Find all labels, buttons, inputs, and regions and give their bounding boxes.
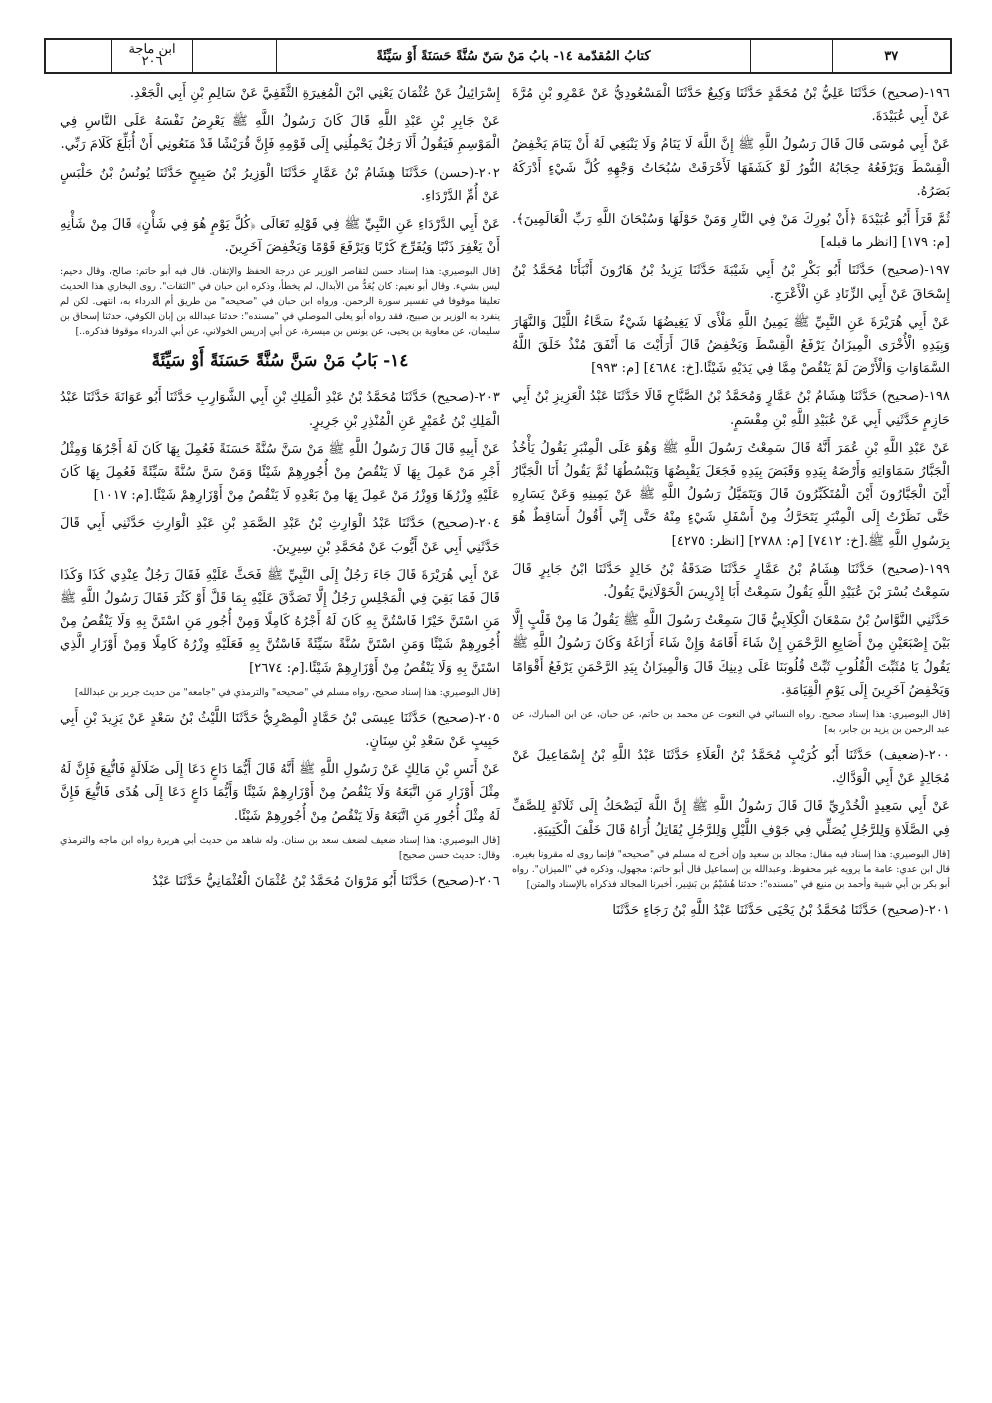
page-number: ٣٧ [884,48,899,64]
header-blank-cell [193,40,277,72]
hadith-paragraph: ٢٠٢-(حسن) حَدَّثَنَا هِشَامُ بْنُ عَمَّارٍ حَدَّثَنَا الْوَزِيرُ بْنُ صَبِيحٍ حَدَّثَنَا يُونُسُ بْنُ حَلْبَسٍ عَنْ أُمِّ الدَّرْدَاءِ. [60,165,500,204]
book-reference [112,40,194,72]
hadith-paragraph: إِسْرَائِيلُ عَنْ عُثْمَانَ يَعْنِي ابْنَ الْمُغِيرَةِ الثَّقَفِيَّ عَنْ سَالِمِ بْنِ أَبِي الْجَعْدِ. [129,86,500,101]
page-header [44,38,952,74]
footnote: [قال البوصيري: هذا إسناد حسن لتقاصر الوزير عن درجة الحفظ والإتقان. قال فيه أبو حاتم: صالح، وقال دحيم: ليس بشيء. وقال أبو نعيم: كان يُعَدُّ من الأبدال، لم يخطأ، وذكره ابن حبان في "الثقات". روى البخاري هذا الحديث تعليقا موقوفا في تفسير سورة الرحمن. ورواه ابن حبان في "صحيحه" من طريق أم الدرداء به، انتهى. لكن لم ينفرد به الوزير بن صبيح، فقد رواه أبو يعلى الموصلي في "مسنده": حدثنا عبدالله بن إبان الكوفي، حدثنا إسحاق بن سليمان، عن معاوية بن يحيى، عن يونس بن ميسرة، عن أبي إدريس الخولاني، عن أبي الدرداء موقوفا فذكره..] [60,266,500,338]
hadith-paragraph: حَدَّثَنِي النَّوَّاسُ بْنُ سَمْعَانَ الْكِلَابِيُّ قَالَ سَمِعْتُ رَسُولَ اللَّهِ ﷺ يَقُولُ مَا مِنْ قَلْبٍ إِلَّا بَيْنَ إِصْبَعَيْنِ مِنْ أَصَابِعِ الرَّحْمَنِ إِنْ شَاءَ أَقَامَهُ وَإِنْ شَاءَ أَزَاغَهُ وَكَانَ رَسُولُ اللَّهِ ﷺ يَقُولُ يَا مُثَبِّتَ الْقُلُوبِ ثَبِّتْ قُلُوبَنَا عَلَى دِينِكَ قَالَ وَالْمِيزَانُ بِيَدِ الرَّحْمَنِ يَرْفَعُ أَقْوَامًا وَيَخْفِضُ آخَرِينَ إِلَى يَوْمِ الْقِيَامَةِ. [512,613,950,698]
footnote: [قال البوصيري: هذا إسناد صحيح، رواه مسلم في "صحيحه" والترمذي في "جامعه" من حديث جرير بن عبدالله] [74,686,500,698]
header-blank-cell [46,40,112,72]
hadith-paragraph: عَنْ أَبِي الدَّرْدَاءِ عَنِ النَّبِيِّ ﷺ فِي قَوْلِهِ تَعَالَى ﴿كُلَّ يَوْمٍ هُوَ فِي شَأْنٍ﴾ قَالَ مِنْ شَأْنِهِ أَنْ يَغْفِرَ ذَنْبًا وَيُفَرِّجَ كَرْبًا وَيَرْفَعَ قَوْمًا وَيَخْفِضَ آخَرِينَ. [60,217,500,256]
hadith-paragraph: ٢٠٣-(صحيح) حَدَّثَنَا مُحَمَّدُ بْنُ عَبْدِ الْمَلِكِ بْنِ أَبِي الشَّوَارِبِ حَدَّثَنَا أَبُو عَوَانَةَ حَدَّثَنَا عَبْدُ الْمَلِكِ بْنُ عُمَيْرٍ عَنِ الْمُنْذِرِ بْنِ جَرِيرٍ. [60,390,500,429]
hadith-paragraph: ٢٠١-(صحيح) حَدَّثَنَا مُحَمَّدُ بْنُ يَحْيَى حَدَّثَنَا عَبْدُ اللَّهِ بْنُ رَجَاءٍ حَدَّثَنَا [612,902,950,918]
hadith-paragraph: ٢٠٠-(ضعيف) حَدَّثَنَا أَبُو كُرَيْبٍ مُحَمَّدُ بْنُ الْعَلَاءِ حَدَّثَنَا عَبْدُ اللَّهِ بْنُ إِسْمَاعِيلَ عَنْ مُجَالِدٍ عَنْ أَبِي الْوَدَّاكِ. [512,748,950,787]
hadith-paragraph: عَنْ أَبِيهِ قَالَ قَالَ رَسُولُ اللَّهِ ﷺ مَنْ سَنَّ سُنَّةً حَسَنَةً فَعُمِلَ بِهَا كَانَ لَهُ أَجْرُهَا وَمِثْلُ أَجْرِ مَنْ عَمِلَ بِهَا لَا يَنْقُصُ مِنْ أُجُورِهِمْ شَيْئًا وَمَنْ سَنَّ سُنَّةً سَيِّئَةً فَعُمِلَ بِهَا كَانَ عَلَيْهِ وِزْرُهَا وَوِزْرُ مَنْ عَمِلَ بِهَا مِنْ بَعْدِهِ لَا يَنْقُصُ مِنْ أَوْزَارِهِمْ شَيْئًا.[م: ١٠١٧] [60,441,500,504]
hadith-paragraph: عَنْ أَبِي هُرَيْرَةَ عَنِ النَّبِيِّ ﷺ يَمِينُ اللَّهِ مَلْأَى لَا يَغِيضُهَا شَيْءٌ سَحَّاءُ اللَّيْلَ وَالنَّهَارَ وَبِيَدِهِ الْأُخْرَى الْمِيزَانُ يَرْفَعُ الْقِسْطَ وَيَخْفِضُ قَالَ أَرَأَيْتَ مَا أَنْفَقَ مُنْذُ خَلَقَ اللَّهُ السَّمَاوَاتِ وَالْأَرْضَ لَمْ يَنْقُصْ مِمَّا فِي يَدَيْهِ شَيْئًا.[خ: ٤٦٨٤] [م: ٩٩٣] [512,314,950,377]
running-title: كتابُ المُقدّمة ١٤- بابُ مَنْ سَنّ سُنَّةً حَسَنَةً أَوْ سَيِّئَةً [277,40,751,72]
right-column [512,82,950,927]
hadith-paragraph: ١٩٦-(صحيح) حَدَّثَنَا عَلِيُّ بْنُ مُحَمَّدٍ حَدَّثَنَا وَكِيعٌ حَدَّثَنَا الْمَسْعُودِيُّ عَنْ عَمْرِو بْنِ مُرَّةَ عَنْ أَبِي عُبَيْدَةَ. [512,86,950,125]
footnote: [قال البوصيري: هذا إسناد ضعيف لضعف سعد بن سنان. وله شاهد من حديث أبي هريرة رواه ابن ماجه والترمذي وقال: حديث حسن صحيح] [60,834,500,861]
footnote: [قال البوصيري: هذا إسناد فيه مقال: مجالد بن سعيد وإن أخرج له مسلم في "صحيحه" فإنما روى له مقرونا بغيره. قال ابن عدي: عامة ما يرويه غير محفوظ. وعبدالله بن إسماعيل قال أبو حاتم: مجهول، وذكره في "الميزان". رواه أبو بكر بن أبي شيبة وأحمد بن منيع في "مسنده": حدثنا هُشَيْمُ بن بَشِير، أخبرنا المجالد فذكراه بالإسناد والمتن] [512,848,950,890]
book-ref-label: ابن ماجة [128,42,176,57]
hadith-paragraph: عَنْ أَنَسِ بْنِ مَالِكٍ عَنْ رَسُولِ اللَّهِ ﷺ أَنَّهُ قَالَ أَيُّمَا دَاعٍ دَعَا إِلَى ضَلَالَةٍ فَاتُّبِعَ فَإِنَّ لَهُ مِثْلَ أَوْزَارِ مَنِ اتَّبَعَهُ وَلَا يَنْقُصُ مِنْ أَوْزَارِهِمْ شَيْئًا وَأَيُّمَا دَاعٍ دَعَا إِلَى هُدًى فَاتُّبِعَ فَإِنَّ لَهُ مِثْلَ أُجُورِ مَنِ اتَّبَعَهُ وَلَا يَنْقُصُ مِنْ أُجُورِهِمْ شَيْئًا. [60,762,500,824]
chapter-heading: ١٤- بَابُ مَنْ سَنَّ سُنَّةً حَسَنَةً أَوْ سَيِّئَةً [151,351,409,372]
hadith-paragraph: ٢٠٦-(صحيح) حَدَّثَنَا أَبُو مَرْوَانَ مُحَمَّدُ بْنُ عُثْمَانَ الْعُثْمَانِيُّ حَدَّثَنَا عَبْدُ [152,873,500,889]
hadith-paragraph: عَنْ أَبِي سَعِيدٍ الْخُدْرِيِّ قَالَ قَالَ رَسُولُ اللَّهِ ﷺ إِنَّ اللَّهَ لَيَضْحَكُ إِلَى ثَلَاثَةٍ لِلصَّفِّ فِي الصَّلَاةِ وَلِلرَّجُلِ يُصَلِّي فِي جَوْفِ اللَّيْلِ وَلِلرَّجُلِ يُقَاتِلُ أُرَاهُ قَالَ خَلْفَ الْكَتِيبَةِ. [512,799,950,838]
hadith-paragraph: ١٩٩-(صحيح) حَدَّثَنَا هِشَامُ بْنُ عَمَّارٍ حَدَّثَنَا صَدَقَةُ بْنُ خَالِدٍ حَدَّثَنَا ابْنُ جَابِرٍ قَالَ سَمِعْتُ بُسْرَ بْنَ عُبَيْدِ اللَّهِ يَقُولُ سَمِعْتُ أَبَا إِدْرِيسَ الْخَوْلَانِيَّ يَقُولُ. [512,561,950,601]
left-column [60,82,500,898]
header-blank-cell [751,40,833,72]
hadith-paragraph: ٢٠٤-(صحيح) حَدَّثَنَا عَبْدُ الْوَارِثِ بْنُ عَبْدِ الصَّمَدِ بْنِ عَبْدِ الْوَارِثِ حَدَّثَنِي أَبِي قَالَ حَدَّثَنِي أَبِي عَنْ أَيُّوبَ عَنْ مُحَمَّدِ بْنِ سِيرِينَ. [60,516,500,555]
hadith-paragraph: ١٩٨-(صحيح) حَدَّثَنَا هِشَامُ بْنُ عَمَّارٍ وَمُحَمَّدُ بْنُ الصَّبَّاحِ قَالَا حَدَّثَنَا عَبْدُ الْعَزِيزِ بْنُ أَبِي حَازِمٍ حَدَّثَنِي أَبِي عَنْ عُبَيْدِ اللَّهِ بْنِ مِقْسَمٍ. [512,389,950,428]
hadith-paragraph: ١٩٧-(صحيح) حَدَّثَنَا أَبُو بَكْرِ بْنُ أَبِي شَيْبَةَ حَدَّثَنَا يَزِيدُ بْنُ هَارُونَ أَنْبَأَنَا مُحَمَّدُ بْنُ إِسْحَاقَ عَنْ أَبِي الزِّنَادِ عَنِ الْأَعْرَجِ. [512,263,950,302]
hadith-paragraph: عَنْ أَبِي هُرَيْرَةَ قَالَ جَاءَ رَجُلٌ إِلَى النَّبِيِّ ﷺ فَحَثَّ عَلَيْهِ فَقَالَ رَجُلٌ عِنْدِي كَذَا وَكَذَا قَالَ فَمَا بَقِيَ فِي الْمَجْلِسِ رَجُلٌ إِلَّا تَصَدَّقَ عَلَيْهِ بِمَا قَلَّ أَوْ كَثُرَ فَقَالَ رَسُولُ اللَّهِ ﷺ مَنِ اسْتَنَّ خَيْرًا فَاسْتُنَّ بِهِ كَانَ لَهُ أَجْرُهُ كَامِلًا وَمِنْ أُجُورِ مَنِ اسْتَنَّ بِهِ وَلَا يَنْقُصُ مِنْ أُجُورِهِمْ شَيْئًا وَمَنِ اسْتَنَّ سُنَّةً سَيِّئَةً فَاسْتُنَّ بِهِ فَعَلَيْهِ وِزْرُهُ كَامِلًا وَمِنْ أَوْزَارِ الَّذِي اسْتَنَّ بِهِ وَلَا يَنْقُصُ مِنْ أَوْزَارِهِمْ شَيْئًا.[م: ٢٦٧٤] [60,567,500,676]
hadith-paragraph: عَنْ جَابِرِ بْنِ عَبْدِ اللَّهِ قَالَ كَانَ رَسُولُ اللَّهِ ﷺ يَعْرِضُ نَفْسَهُ عَلَى النَّاسِ فِي الْمَوْسِمِ فَيَقُولُ أَلَا رَجُلٌ يَحْمِلُنِي إِلَى قَوْمِهِ فَإِنَّ قُرَيْشًا قَدْ مَنَعُونِي أَنْ أُبَلِّغَ كَلَامَ رَبِّي. [60,114,500,153]
book-ref-number: ٢٠٦ [141,54,163,69]
hadith-paragraph: ثُمَّ قَرَأَ أَبُو عُبَيْدَةَ ﴿أَنْ بُورِكَ مَنْ فِي النَّارِ وَمَنْ حَوْلَهَا وَسُبْحَانَ اللَّهِ رَبِّ الْعَالَمِينَ﴾.[م: ١٧٩] [انظر ما قبله] [512,212,950,251]
hadith-paragraph: ٢٠٥-(صحيح) حَدَّثَنَا عِيسَى بْنُ حَمَّادٍ الْمِصْرِيُّ حَدَّثَنَا اللَّيْثُ بْنُ سَعْدٍ عَنْ يَزِيدَ بْنِ أَبِي حَبِيبٍ عَنْ سَعْدِ بْنِ سِنَانٍ. [60,710,500,750]
footnote: [قال البوصيري: هذا إسناد صحيح. رواه النسائي في النعوت عن محمد بن حاتم، عن حبان، عن ابن المبارك، عن عبد الرحمن بن يزيد بن جابر، به] [512,709,950,736]
hadith-paragraph: عَنْ أَبِي مُوسَى قَالَ قَالَ رَسُولُ اللَّهِ ﷺ إِنَّ اللَّهَ لَا يَنَامُ وَلَا يَنْبَغِي لَهُ أَنْ يَنَامَ يَخْفِضُ الْقِسْطَ وَيَرْفَعُهُ حِجَابُهُ النُّورُ لَوْ كَشَفَهَا لَأَحْرَقَتْ سُبُحَاتُ وَجْهِهِ كُلَّ شَيْءٍ أَدْرَكَهُ بَصَرُهُ. [512,137,950,199]
hadith-paragraph: عَنْ عَبْدِ اللَّهِ بْنِ عُمَرَ أَنَّهُ قَالَ سَمِعْتُ رَسُولَ اللَّهِ ﷺ وَهُوَ عَلَى الْمِنْبَرِ يَقُولُ يَأْخُذُ الْجَبَّارُ سَمَاوَاتِهِ وَأَرْضَهُ بِيَدِهِ وَقَبَضَ بِيَدِهِ فَجَعَلَ يَقْبِضُهَا وَيَبْسُطُهَا ثُمَّ يَقُولُ أَنَا الْجَبَّارُ أَيْنَ الْجَبَّارُونَ أَيْنَ الْمُتَكَبِّرُونَ قَالَ وَيَتَمَيَّلُ رَسُولُ اللَّهِ ﷺ عَنْ يَمِينِهِ وَعَنْ يَسَارِهِ حَتَّى نَظَرْتُ إِلَى الْمِنْبَرِ يَتَحَرَّكُ مِنْ أَسْفَلِ شَيْءٍ مِنْهُ حَتَّى إِنِّي أَقُولُ أَسَاقِطٌ هُوَ بِرَسُولِ اللَّهِ ﷺ.[خ: ٧٤١٢] [م: ٢٧٨٨] [انظر: ٤٢٧٥] [512,440,950,549]
